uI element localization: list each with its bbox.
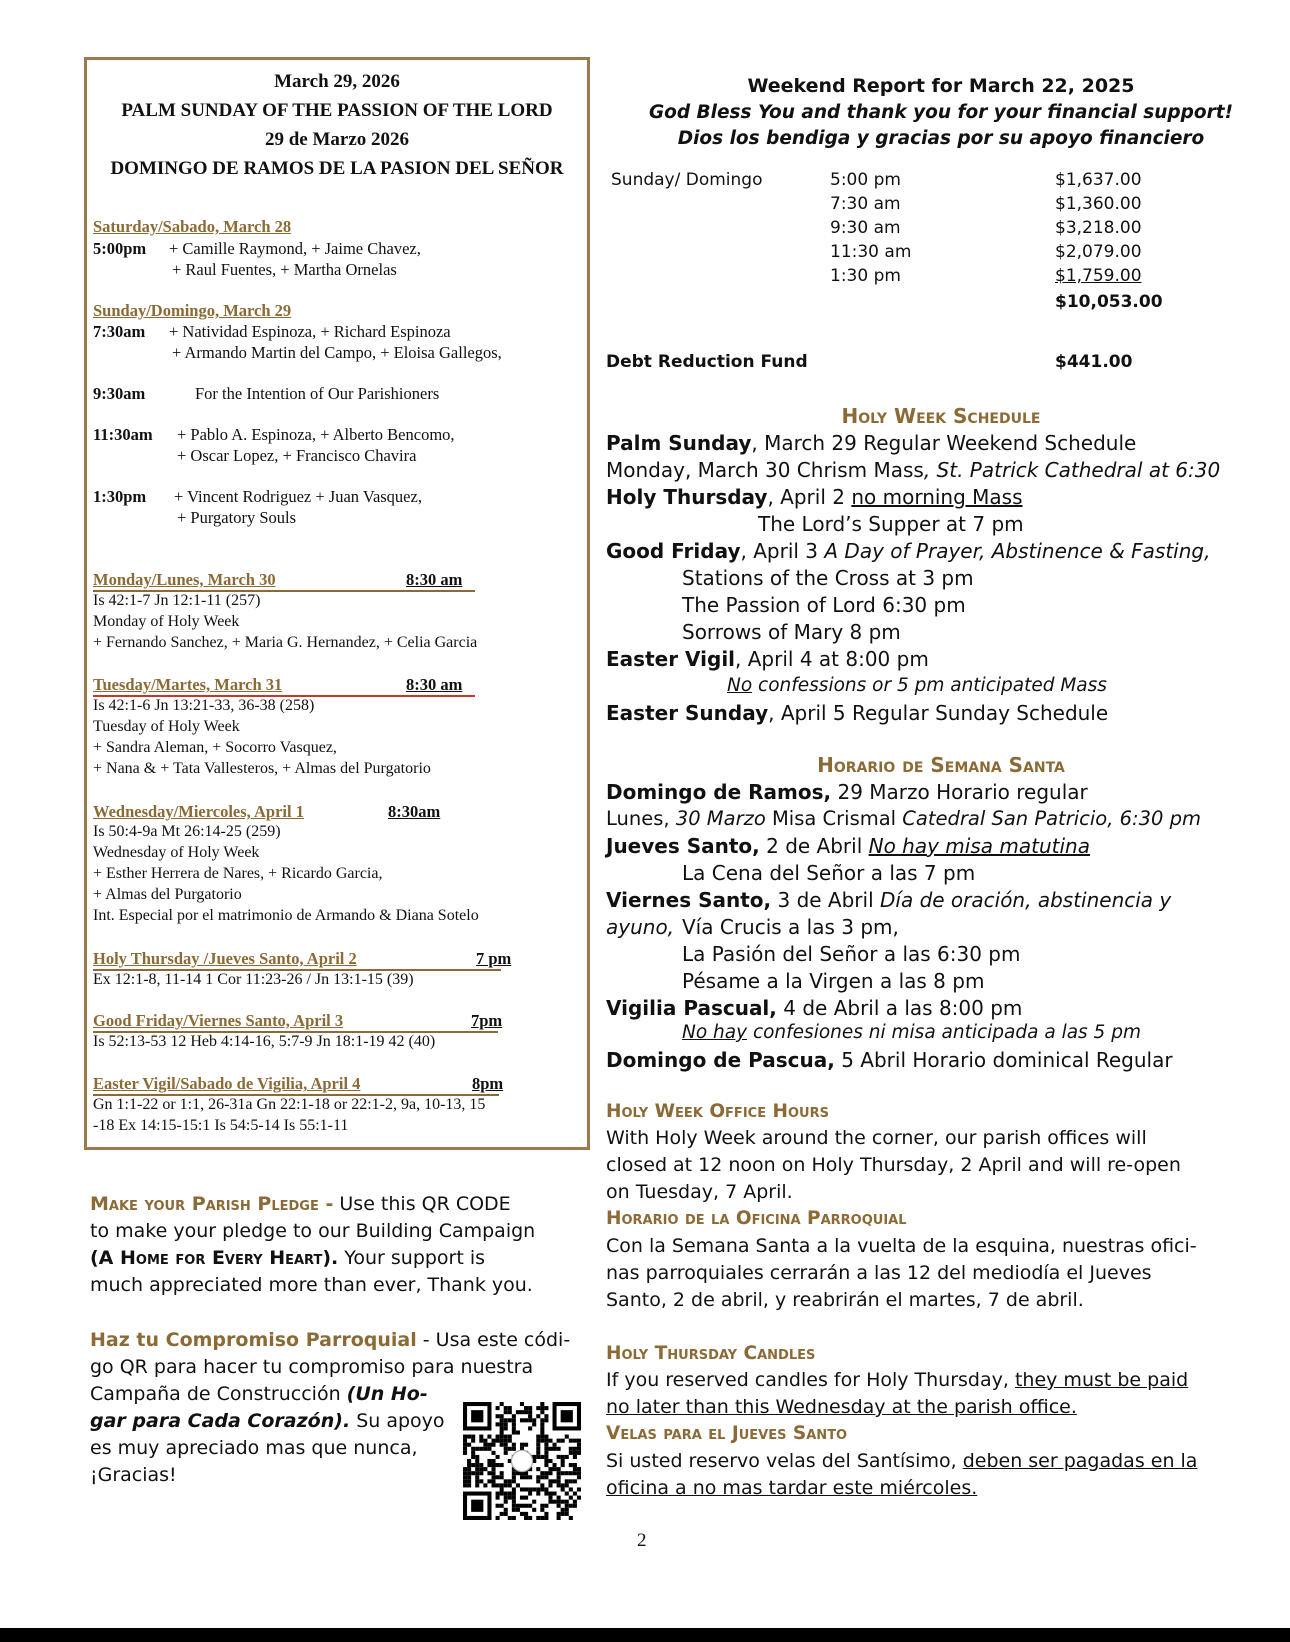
- event-detail: No hay misa matutina: [868, 834, 1090, 858]
- qr-logo-icon: [511, 1450, 532, 1471]
- debt-label: Debt Reduction Fund: [606, 352, 808, 372]
- report-amount: $3,218.00: [1055, 218, 1142, 238]
- holy-week-heading: Holy Week Schedule: [841, 404, 1041, 428]
- event-detail: Stations of the Cross at 3 pm: [682, 566, 974, 590]
- event-name: Domingo de Ramos,: [606, 780, 832, 804]
- event-detail: 30 Marzo: [675, 807, 766, 830]
- intention-line: + Purgatory Souls: [177, 508, 297, 527]
- wednesday-time: 8:30am: [388, 802, 441, 821]
- day-label: Tuesday of Holy Week: [93, 718, 240, 735]
- report-time: 11:30 am: [830, 242, 912, 262]
- intention-line: + Sandra Aleman, + Socorro Vasquez,: [93, 739, 337, 756]
- office-text: nas parroquiales cerrarán a las 12 del mediodía el Jueves: [606, 1262, 1152, 1284]
- event-detail: 3 de Abril: [771, 888, 880, 912]
- event-detail: Monday, March 30 Chrism Mass: [606, 458, 924, 482]
- wednesday-heading: Wednesday/Miercoles, April 1: [93, 802, 304, 821]
- event-detail: confessions or 5 pm anticipated Mass: [752, 675, 1107, 696]
- sunday-heading: Sunday/Domingo, March 29: [93, 301, 292, 320]
- event-name: Good Friday: [606, 539, 741, 563]
- candles-text: If you reserved candles for Holy Thursday,: [606, 1369, 1015, 1391]
- reading: Is 50:4-9a Mt 26:14-25 (259): [93, 823, 281, 840]
- mass-time: 9:30am: [93, 384, 146, 403]
- office-heading-es: Horario de la Oficina Parroquial: [606, 1208, 907, 1229]
- candles-text: deben ser pagadas en la: [962, 1450, 1198, 1472]
- office-text: closed at 12 noon on Holy Thursday, 2 April and will re-open: [606, 1154, 1181, 1176]
- monday-heading: Monday/Lunes, March 30: [93, 570, 276, 589]
- vigil-time: 8pm: [472, 1074, 504, 1093]
- event-detail: no morning Mass: [851, 485, 1023, 509]
- office-text: on Tuesday, 7 April.: [606, 1181, 793, 1203]
- event-detail: No hay: [682, 1022, 748, 1043]
- candles-heading-es: Velas para el Jueves Santo: [606, 1423, 848, 1444]
- candles-text: no later than this Wednesday at the parish office.: [606, 1396, 1077, 1418]
- event-detail: Catedral San Patricio, 6:30 pm: [902, 807, 1201, 830]
- thursday-heading: Holy Thursday /Jueves Santo, April 2: [93, 949, 357, 968]
- campaign-name-es: (Un Ho-: [346, 1383, 428, 1405]
- event-detail: The Lord’s Supper at 7 pm: [758, 512, 1024, 536]
- event-detail: ayuno,: [606, 915, 675, 939]
- event-name: Easter Sunday: [606, 701, 769, 725]
- tuesday-heading: Tuesday/Martes, March 31: [93, 675, 283, 694]
- intention-line: + Armando Martin del Campo, + Eloisa Gallegos,: [172, 343, 502, 362]
- mass-time: 1:30pm: [93, 487, 147, 506]
- pledge-text: Use this QR CODE: [333, 1193, 511, 1215]
- reading: -18 Ex 14:15-15:1 Is 54:5-14 Is 55:1-11: [93, 1117, 349, 1134]
- event-detail: Sorrows of Mary 8 pm: [682, 620, 901, 644]
- event-detail: Lunes,: [606, 807, 676, 830]
- report-time: 9:30 am: [830, 218, 901, 238]
- intention-line: + Raul Fuentes, + Martha Ornelas: [172, 260, 397, 279]
- pledge-text: es muy apreciado mas que nunca,: [90, 1437, 418, 1459]
- event-detail: Pésame a la Virgen a las 8 pm: [682, 969, 985, 993]
- event-detail: Día de oración, abstinencia y: [880, 888, 1172, 912]
- report-amount: $2,079.00: [1055, 242, 1142, 262]
- report-time: 5:00 pm: [830, 170, 901, 190]
- event-detail: , St. Patrick Cathedral at 6:30: [923, 458, 1221, 482]
- report-amount: $1,759.00: [1055, 266, 1142, 286]
- pledge-title-es: Haz tu Compromiso Parroquial: [90, 1329, 417, 1351]
- candles-text: oficina a no mas tardar este miércoles.: [606, 1477, 978, 1499]
- event-name: Easter Vigil: [606, 647, 736, 671]
- reading: Is 42:1-7 Jn 12:1-11 (257): [93, 592, 261, 609]
- tuesday-time: 8:30 am: [406, 675, 463, 694]
- event-name: Jueves Santo,: [606, 834, 760, 858]
- intention-line: + Oscar Lopez, + Francisco Chavira: [177, 446, 417, 465]
- event-detail: , April 5 Regular Sunday Schedule: [768, 701, 1109, 725]
- pledge-text: ¡Gracias!: [90, 1464, 177, 1486]
- reading: Gn 1:1-22 or 1:1, 26-31a Gn 22:1-18 or 22:1-2, 9a, 10-13, 15: [93, 1096, 486, 1113]
- event-name: Domingo de Pascua,: [606, 1048, 835, 1072]
- friday-heading: Good Friday/Viernes Santo, April 3: [93, 1011, 344, 1030]
- event-name: Palm Sunday: [606, 431, 752, 455]
- candles-text: they must be paid: [1014, 1369, 1189, 1391]
- qr-code[interactable]: [463, 1402, 581, 1520]
- event-name: Holy Thursday: [606, 485, 768, 509]
- event-name: Viernes Santo,: [606, 888, 772, 912]
- pledge-text: Su apoyo: [350, 1410, 445, 1432]
- page-number: 2: [637, 1530, 647, 1551]
- intention-line: + Vincent Rodriguez + Juan Vasquez,: [174, 487, 422, 506]
- vigil-heading: Easter Vigil/Sabado de Vigilia, April 4: [93, 1074, 361, 1093]
- mass-time: 5:00pm: [93, 239, 147, 258]
- friday-time: 7pm: [471, 1011, 503, 1030]
- event-detail: , April 2: [767, 485, 852, 509]
- intention-line: + Pablo A. Espinoza, + Alberto Bencomo,: [177, 425, 455, 444]
- event-detail: confesiones ni misa anticipada a las 5 pm: [747, 1022, 1141, 1043]
- report-amount: $1,637.00: [1055, 170, 1142, 190]
- monday-time: 8:30 am: [406, 570, 463, 589]
- event-detail: 29 Marzo Horario regular: [831, 780, 1088, 804]
- campaign-name: (A Home for Every Heart).: [90, 1247, 339, 1269]
- event-detail: La Pasión del Señor a las 6:30 pm: [682, 942, 1021, 966]
- candles-heading-en: Holy Thursday Candles: [606, 1343, 816, 1364]
- intention-line: Int. Especial por el matrimonio de Armando & Diana Sotelo: [93, 907, 479, 924]
- event-detail: Vía Crucis a las 3 pm,: [682, 915, 899, 939]
- intention-line: + Almas del Purgatorio: [93, 886, 242, 903]
- report-amount: $1,360.00: [1055, 194, 1142, 214]
- event-detail: A Day of Prayer, Abstinence & Fasting,: [824, 539, 1211, 563]
- title-es: DOMINGO DE RAMOS DE LA PASION DEL SEÑOR: [110, 158, 564, 179]
- report-time: 1:30 pm: [830, 266, 901, 286]
- event-detail: The Passion of Lord 6:30 pm: [682, 593, 966, 617]
- office-text: Con la Semana Santa a la vuelta de la esquina, nuestras ofici-: [606, 1235, 1197, 1257]
- reading: Is 52:13-53 12 Heb 4:14-16, 5:7-9 Jn 18:1-19 42 (40): [93, 1033, 436, 1050]
- pledge-text: - Usa este códi-: [416, 1329, 571, 1351]
- report-total: $10,053.00: [1055, 292, 1163, 312]
- mass-intentions-box: [84, 57, 590, 1150]
- event-detail: No: [727, 675, 753, 696]
- intention-line: + Natividad Espinoza, + Richard Espinoza: [169, 322, 451, 341]
- intention-line: + Esther Herrera de Nares, + Ricardo Garcia,: [93, 865, 383, 882]
- event-name: Vigilia Pascual,: [606, 996, 777, 1020]
- event-detail: 5 Abril Horario dominical Regular: [834, 1048, 1173, 1072]
- pledge-text: to make your pledge to our Building Campaign: [90, 1220, 536, 1242]
- event-detail: , March 29 Regular Weekend Schedule: [751, 431, 1137, 455]
- title-en: PALM SUNDAY OF THE PASSION OF THE LORD: [121, 100, 553, 121]
- intention-line: + Nana & + Tata Vallesteros, + Almas del Purgatorio: [93, 760, 431, 777]
- intention-line: For the Intention of Our Parishioners: [195, 384, 440, 403]
- office-heading-en: Holy Week Office Hours: [606, 1101, 829, 1122]
- candles-text: Si usted reservo velas del Santísimo,: [606, 1450, 963, 1472]
- pledge-text: Your support is: [338, 1247, 486, 1269]
- pledge-text: go QR para hacer tu compromiso para nuestra: [90, 1356, 534, 1378]
- day-label: Monday of Holy Week: [93, 613, 240, 630]
- debt-amount: $441.00: [1055, 352, 1133, 372]
- event-detail: 2 de Abril: [759, 834, 869, 858]
- date-es: 29 de Marzo 2026: [264, 129, 410, 150]
- thursday-time: 7 pm: [476, 949, 512, 968]
- semana-santa-heading: Horario de Semana Santa: [817, 753, 1065, 777]
- saturday-heading: Saturday/Sabado, March 28: [93, 217, 292, 236]
- report-day: Sunday/ Domingo: [611, 170, 763, 190]
- event-detail: La Cena del Señor a las 7 pm: [682, 861, 976, 885]
- date-en: March 29, 2026: [274, 71, 400, 92]
- intention-line: + Camille Raymond, + Jaime Chavez,: [169, 239, 421, 258]
- pledge-text: much appreciated more than ever, Thank you.: [90, 1274, 533, 1296]
- office-text: With Holy Week around the corner, our parish offices will: [606, 1127, 1147, 1149]
- day-label: Wednesday of Holy Week: [93, 844, 260, 861]
- report-time: 7:30 am: [830, 194, 901, 214]
- mass-time: 7:30am: [93, 322, 146, 341]
- event-detail: , April 3: [740, 539, 825, 563]
- reading: Is 42:1-6 Jn 13:21-33, 36-38 (258): [93, 697, 315, 714]
- event-detail: 4 de Abril a las 8:00 pm: [776, 996, 1023, 1020]
- event-detail: Misa Crismal: [765, 807, 903, 830]
- office-text: Santo, 2 de abril, y reabrirán el martes, 7 de abril.: [606, 1289, 1084, 1311]
- event-detail: , April 4 at 8:00 pm: [735, 647, 929, 671]
- report-thanks-en: God Bless You and thank you for your financial support!: [648, 102, 1234, 123]
- report-title: Weekend Report for March 22, 2025: [747, 75, 1135, 97]
- pledge-title-en: Make your Parish Pledge -: [90, 1193, 334, 1215]
- mass-time: 11:30am: [93, 425, 153, 444]
- report-thanks-es: Dios los bendiga y gracias por su apoyo financiero: [677, 128, 1205, 149]
- intention-line: + Fernando Sanchez, + Maria G. Hernandez, + Celia Garcia: [93, 634, 478, 651]
- campaign-name-es: gar para Cada Corazón).: [90, 1410, 351, 1432]
- pledge-text: Campaña de Construcción: [90, 1383, 347, 1405]
- reading: Ex 12:1-8, 11-14 1 Cor 11:23-26 / Jn 13:1-15 (39): [93, 971, 414, 988]
